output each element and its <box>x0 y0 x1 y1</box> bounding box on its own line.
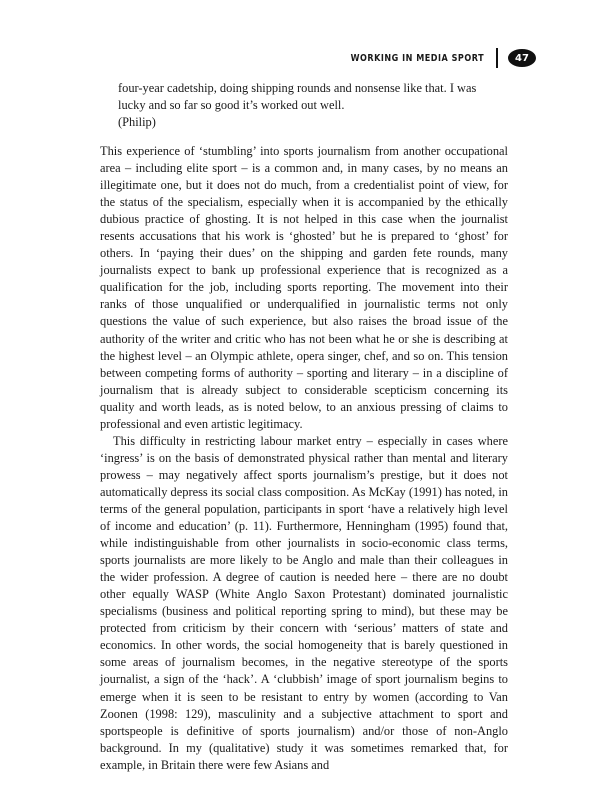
header-divider <box>496 48 498 68</box>
quote-attribution: (Philip) <box>118 115 156 129</box>
quote-text: four-year cadetship, doing shipping rounds and nonsense like that. I was lucky and so far so good it’s worked out well. <box>118 81 477 112</box>
running-title: WORKING IN MEDIA SPORT <box>350 52 484 64</box>
block-quote <box>118 80 498 131</box>
paragraph: This difficulty in restricting labour market entry – especially in cases where ‘ingress’ is on the basis of demonstrated physical rather than mental and literary prowess – may negatively affect sports journalism’s prestige, but it does not automatically depress its social class composition. As McKay (1991) has noted, in terms of the general population, participants in sport ‘have a relatively high level of income and education’ (p. 11). Furthermore, Henningham (1995) found that, while indistinguishable from other journalists in socio-economic class terms, sports journalists are more likely to be Anglo and male than their colleagues in the wider profession. A degree of caution is needed here – there are no doubt other equally WASP (White Anglo Saxon Protestant) dominated journalistic specialisms (business and political reporting spring to mind), but these may be protected from criticism by their concern with ‘serious’ matters of state and economics. In other words, the social homogeneity that is barely questioned in some areas of journalism becomes, in the negative stereotype of the sports journalist, a sign of the ‘hack’. A ‘clubbish’ image of sport journalism begins to emerge when it is seen to be resistant to entry by women (according to Van Zoonen (1998: 129), masculinity and a subjective attachment to sport and sportspeople is definitive of sports journalism) and/or those of non-Anglo background. In my (qualitative) study it was sometimes remarked that, for example, in Britain there were few Asians and <box>100 433 508 772</box>
body-text <box>100 143 508 774</box>
paragraph: This experience of ‘stumbling’ into sports journalism from another occupational area – including elite sport – is a common and, in many cases, by no means an illegitimate one, but it does not do much, from a credentialist point of view, for the status of the specialism, especially when it is accompanied by the ethically dubious practice of ghosting. It is not helped in this case when the journalist resents accusations that his work is ‘ghosted’ but he is prepared to ‘ghost’ for others. In ‘paying their dues’ on the shipping and garden fete rounds, many journalists expect to bank up professional experience that is recognized as a qualification for the job, including sports reporting. The movement into their ranks of those unqualified or underqualified in journalistic terms not only questions the value of such experience, but also raises the broad issue of the authority of the writer and critic who has not been what he or she is describing at the highest level – an Olympic athlete, opera singer, chef, and so on. This tension between competing forms of authority – sporting and literary – in a discipline of journalism that is already subject to considerable scepticism concerning its quality and worth leads, as is noted below, to an anxious pressing of claims to professional and even artistic legitimacy. <box>100 144 508 431</box>
page-number-badge: 47 <box>508 49 536 67</box>
running-head <box>327 46 536 70</box>
